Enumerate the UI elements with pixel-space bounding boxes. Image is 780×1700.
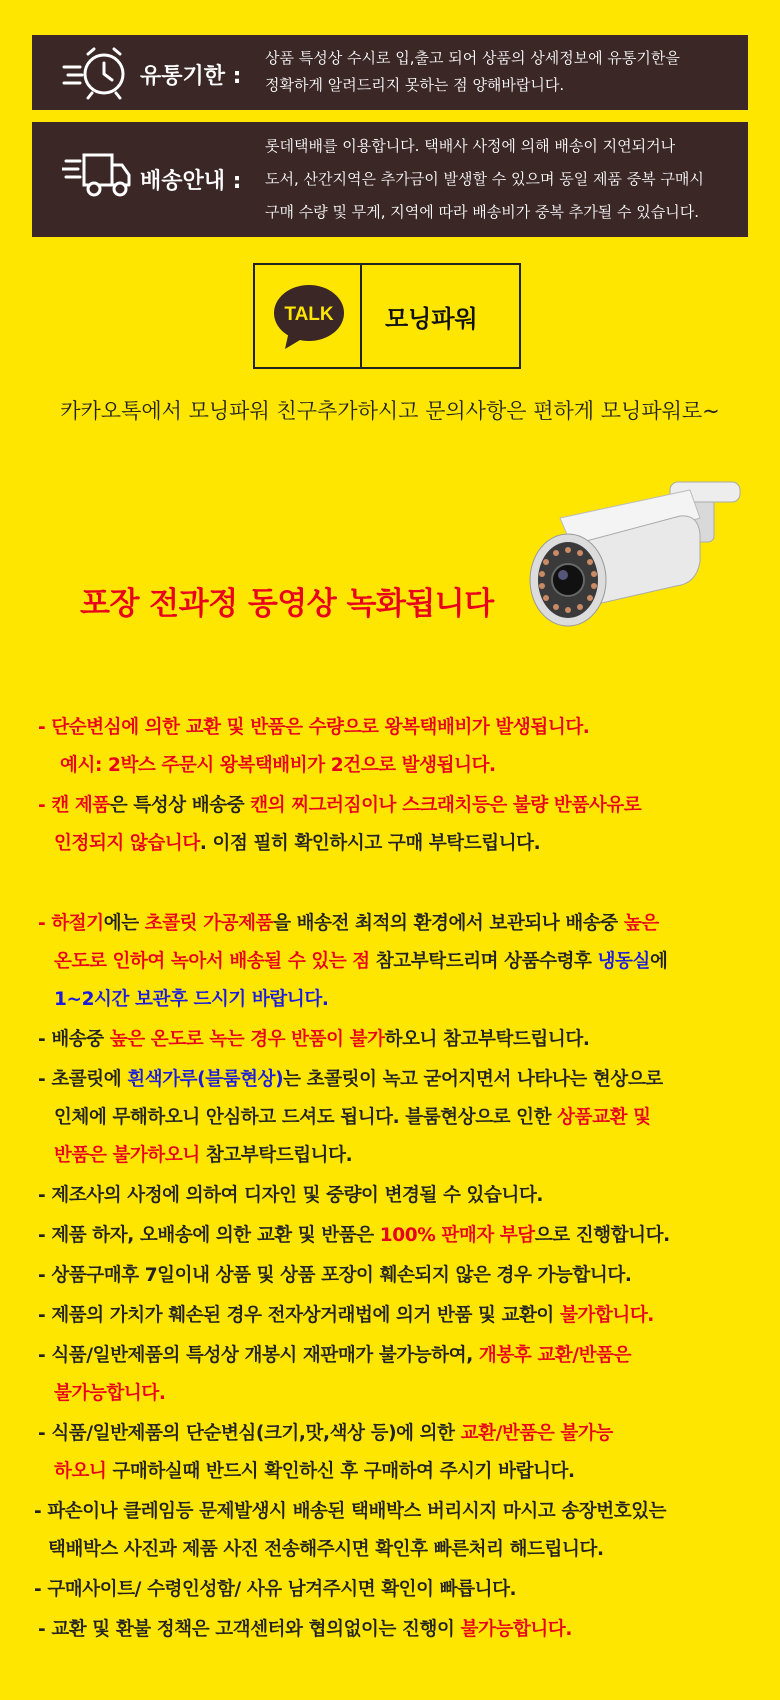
notice-line: - 구매사이트/ 수령인성함/ 사유 남겨주시면 확인이 빠릅니다. (34, 1579, 517, 1600)
shipping-line: 도서, 산간지역은 추가금이 발생할 수 있으며 동일 제품 중복 구매시 (265, 170, 704, 188)
notice-line: - 상품구매후 7일이내 상품 및 상품 포장이 훼손되지 않은 경우 가능합니다. (38, 1265, 632, 1286)
expiry-text (265, 45, 680, 99)
notice-line: - 단순변심에 의한 교환 및 반품은 수량으로 왕복택배비가 발생됩니다. (38, 717, 590, 738)
alarm-clock-icon (62, 45, 132, 100)
expiry-label: 유통기한 : (140, 64, 242, 89)
shipping-line: 롯데택배를 이용합니다. 택배사 사정에 의해 배송이 지연되거나 (265, 137, 676, 155)
notice-line: - 제품 하자, 오배송에 의한 교환 및 반품은 100% 판매자 부담으로 진행합니다. (38, 1225, 670, 1246)
expiry-line: 정확하게 알려드리지 못하는 점 양해바랍니다. (265, 76, 565, 94)
notice-line: 인체에 무해하오니 안심하고 드셔도 됩니다. 블룸현상으로 인한 상품교환 및 (54, 1107, 651, 1128)
notice-line: - 하절기에는 초콜릿 가공제품을 배송전 최적의 환경에서 보관되나 배송중 높은 (38, 913, 659, 934)
notice-line: - 제품의 가치가 훼손된 경우 전자상거래법에 의거 반품 및 교환이 불가합니다. (38, 1305, 654, 1326)
expiry-notice-box (32, 35, 748, 110)
notice-line: 불가능합니다. (54, 1383, 166, 1404)
notice-line: 택배박스 사진과 제품 사진 전송해주시면 확인후 빠른처리 해드립니다. (48, 1539, 604, 1560)
kakao-badge-text: TALK (284, 304, 334, 325)
shipping-notice-box (32, 122, 748, 237)
notice-line: - 초콜릿에 흰색가루(블룸현상)는 초콜릿이 녹고 굳어지면서 나타나는 현상으로 (38, 1069, 663, 1090)
notice-line: - 식품/일반제품의 단순변심(크기,맛,색상 등)에 의한 교환/반품은 불가능 (38, 1423, 613, 1444)
notice-line: - 배송중 높은 온도로 녹는 경우 반품이 불가하오니 참고부탁드립니다. (38, 1029, 590, 1050)
shipping-line: 구매 수량 및 무게, 지역에 따라 배송비가 중복 추가될 수 있습니다. (265, 203, 699, 221)
notice-line: 인정되지 않습니다. 이점 필히 확인하시고 구매 부탁드립니다. (54, 833, 541, 854)
kakao-brand-name: 모닝파워 (385, 305, 478, 333)
notice-line: 예시: 2박스 주문시 왕복택배비가 2건으로 발생됩니다. (60, 755, 496, 776)
notice-line: 온도로 인하여 녹아서 배송될 수 있는 점 참고부탁드리며 상품수령후 냉동실에 (54, 951, 668, 972)
shipping-label: 배송안내 : (140, 169, 242, 194)
notice-line: 하오니 구매하실때 반드시 확인하신 후 구매하여 주시기 바랍니다. (54, 1461, 575, 1482)
cctv-recording-title: 포장 전과정 동영상 녹화됩니다 (80, 586, 494, 622)
notice-line: - 제조사의 사정에 의하여 디자인 및 중량이 변경될 수 있습니다. (38, 1185, 544, 1206)
notice-line: - 교환 및 환불 정책은 고객센터와 협의없이는 진행이 불가능합니다. (38, 1619, 572, 1640)
notice-line: - 파손이나 클레임등 문제발생시 배송된 택배박스 버리시지 마시고 송장번호있는 (34, 1501, 667, 1522)
kakao-talk-card[interactable] (253, 263, 521, 369)
expiry-line: 상품 특성상 수시로 입,출고 되어 상품의 상세정보에 유통기한을 (265, 49, 680, 67)
kakao-message: 카카오톡에서 모닝파워 친구추가하시고 문의사항은 편하게 모닝파워로~ (60, 399, 720, 423)
shipping-text (265, 130, 704, 229)
delivery-truck-icon (62, 147, 132, 202)
notice-line: 반품은 불가하오니 참고부탁드립니다. (54, 1145, 353, 1166)
notice-line: - 캔 제품은 특성상 배송중 캔의 찌그러짐이나 스크래치등은 불량 반품사유로 (38, 795, 642, 816)
notice-line: 1~2시간 보관후 드시기 바랍니다. (54, 989, 329, 1010)
cctv-camera-icon (520, 478, 750, 638)
kakao-talk-icon (273, 283, 345, 357)
kakao-divider (360, 265, 362, 367)
notice-line: - 식품/일반제품의 특성상 개봉시 재판매가 불가능하여, 개봉후 교환/반품은 (38, 1345, 632, 1366)
